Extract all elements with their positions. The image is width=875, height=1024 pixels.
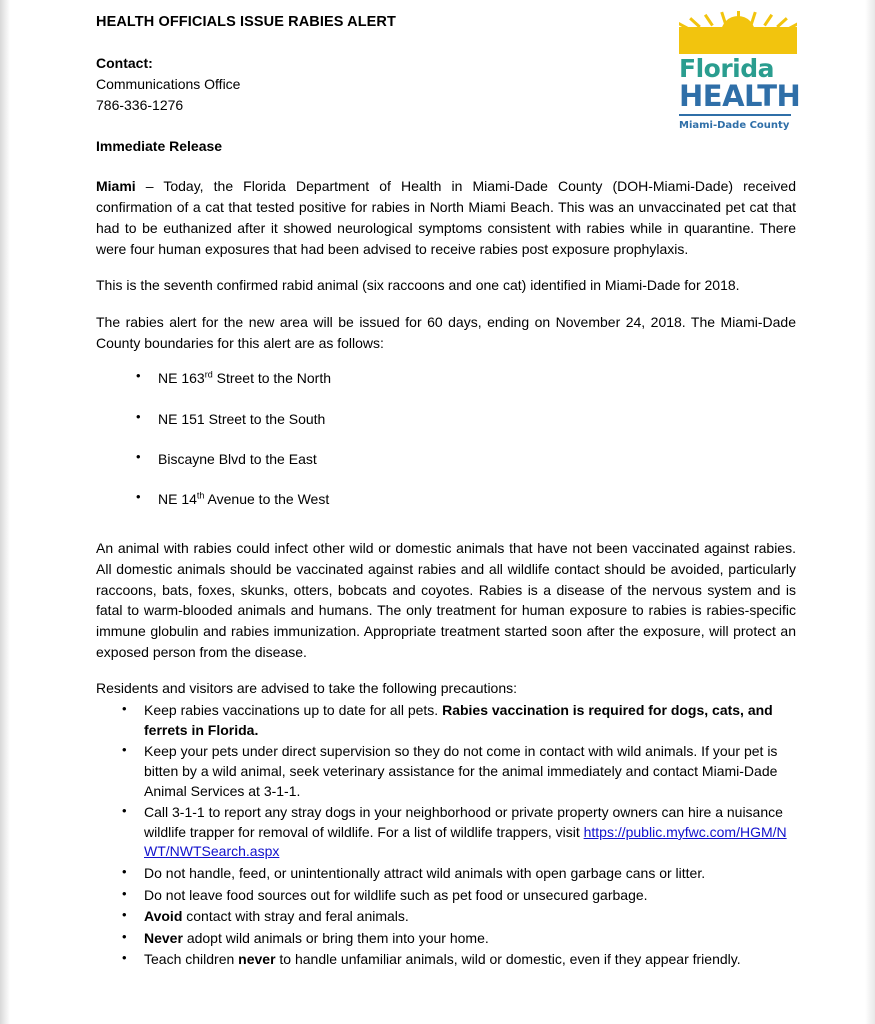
paragraph-2: This is the seventh confirmed rabid animal (six raccoons and one cat) identified in Miami-Dade for 2018. (96, 277, 740, 294)
precaution-text: Do not handle, feed, or unintentionally attract wild animals with open garbage cans or litter. (144, 864, 706, 881)
release-line: Immediate Release (96, 138, 223, 155)
ordinal-suffix: th (196, 490, 205, 501)
contact-label: Contact: (96, 55, 153, 72)
boundary-item (136, 450, 796, 468)
precaution-item (120, 929, 796, 949)
boundary-text-tail: Street to the North (212, 370, 332, 387)
boundary-text-tail: Avenue to the West (204, 490, 330, 507)
precaution-item (120, 701, 796, 740)
paragraph-3: The rabies alert for the new area will be issued for 60 days, ending on November 24, 2018. The Miami-Dade County boundaries for this alert are as follows: (96, 313, 796, 351)
precaution-item (120, 950, 796, 970)
page-title: HEALTH OFFICIALS ISSUE RABIES ALERT (96, 14, 396, 30)
precaution-emphasis: never (238, 951, 280, 968)
contact-office: Communications Office (96, 76, 241, 93)
precaution-item (120, 742, 796, 801)
boundaries-list (96, 369, 796, 508)
precaution-text: contact with stray and feral animals. (186, 908, 409, 925)
lead-body: – Today, the Florida Department of Health in Miami-Dade County (DOH-Miami-Dade) received confirmation of a cat that tested positive for rabies in North Miami Beach. This was an unvaccinated pet cat that had to be euthanized after it showed neurological symptoms consistent with rabies while in quarantine. There were four human exposures that had been advised to receive rabies post exposure prophylaxis. (96, 178, 796, 257)
boundary-item (136, 410, 796, 428)
precaution-text: Call 3-1-1 to report any stray dogs in your neighborhood or private property owners can hire a nuisance wildlife trapper for removal of wildlife. For a list of wildlife trappers, visit (144, 804, 783, 840)
logo-county-text: Miami-Dade County (679, 120, 790, 132)
document-content (96, 14, 801, 972)
precaution-text: adopt wild animals or bring them into your home. (186, 929, 489, 946)
page-right-edge-shadow (865, 0, 875, 1024)
precautions-list (96, 701, 796, 970)
precaution-emphasis: Rabies vaccination is required for dogs, cats, and ferrets in Florida. (144, 702, 773, 738)
precaution-emphasis: Never (144, 929, 187, 946)
boundary-text: NE 151 Street to the South (158, 410, 326, 427)
precaution-text: Do not leave food sources out for wildlife such as pet food or unsecured garbage. (144, 886, 648, 903)
contact-block (96, 53, 801, 116)
boundary-text: NE 14 (158, 490, 197, 507)
precaution-text: Teach children (144, 951, 239, 968)
boundary-text: NE 163 (158, 370, 205, 387)
contact-phone: 786-336-1276 (96, 97, 184, 114)
precaution-item (120, 907, 796, 927)
boundary-item (136, 490, 796, 508)
paragraph-4: An animal with rabies could infect other wild or domestic animals that have not been vaccinated against rabies. All domestic animals should be vaccinated against rabies and all wildlife contact should be avoided, particularly raccoons, bats, foxes, skunks, otters, bobcats and coyotes. Rabies is a disease of the nervous system and is fatal to warm-blooded animals and humans. The only treatment for human exposure to rabies is rabies-specific immune globulin and rabies immunization. Appropriate treatment started soon after the exposure, will protect an exposed person from the disease. (96, 540, 796, 660)
precaution-item (120, 886, 796, 906)
lead-paragraph (96, 176, 796, 259)
ordinal-suffix: rd (204, 369, 213, 380)
page-left-edge-shadow (0, 0, 10, 1024)
precaution-text: Keep rabies vaccinations up to date for all pets. (144, 702, 443, 719)
logo-florida-text: Florida (679, 54, 774, 83)
logo-health-text: HEALTH (679, 79, 801, 114)
precaution-text: Keep your pets under direct supervision so they do not come in contact with wild animals. If your pet is bitten by a wild animal, seek veterinary assistance for the animal immediately and contact Miami-Dade Animal Services at 3-1-1. (144, 743, 778, 799)
precaution-item (120, 803, 796, 862)
precautions-intro: Residents and visitors are advised to take the following precautions: (96, 680, 518, 697)
boundary-item (136, 369, 796, 387)
boundary-text: Biscayne Blvd to the East (158, 450, 317, 467)
wildlife-trapper-link[interactable]: https://public.myfwc.com/HGM/NWT/NWTSearch.aspx (144, 823, 787, 860)
precaution-emphasis: Avoid (144, 908, 187, 925)
lead-city: Miami (96, 178, 136, 195)
precaution-text: to handle unfamiliar animals, wild or domestic, even if they appear friendly. (279, 951, 741, 968)
precaution-item (120, 864, 796, 884)
